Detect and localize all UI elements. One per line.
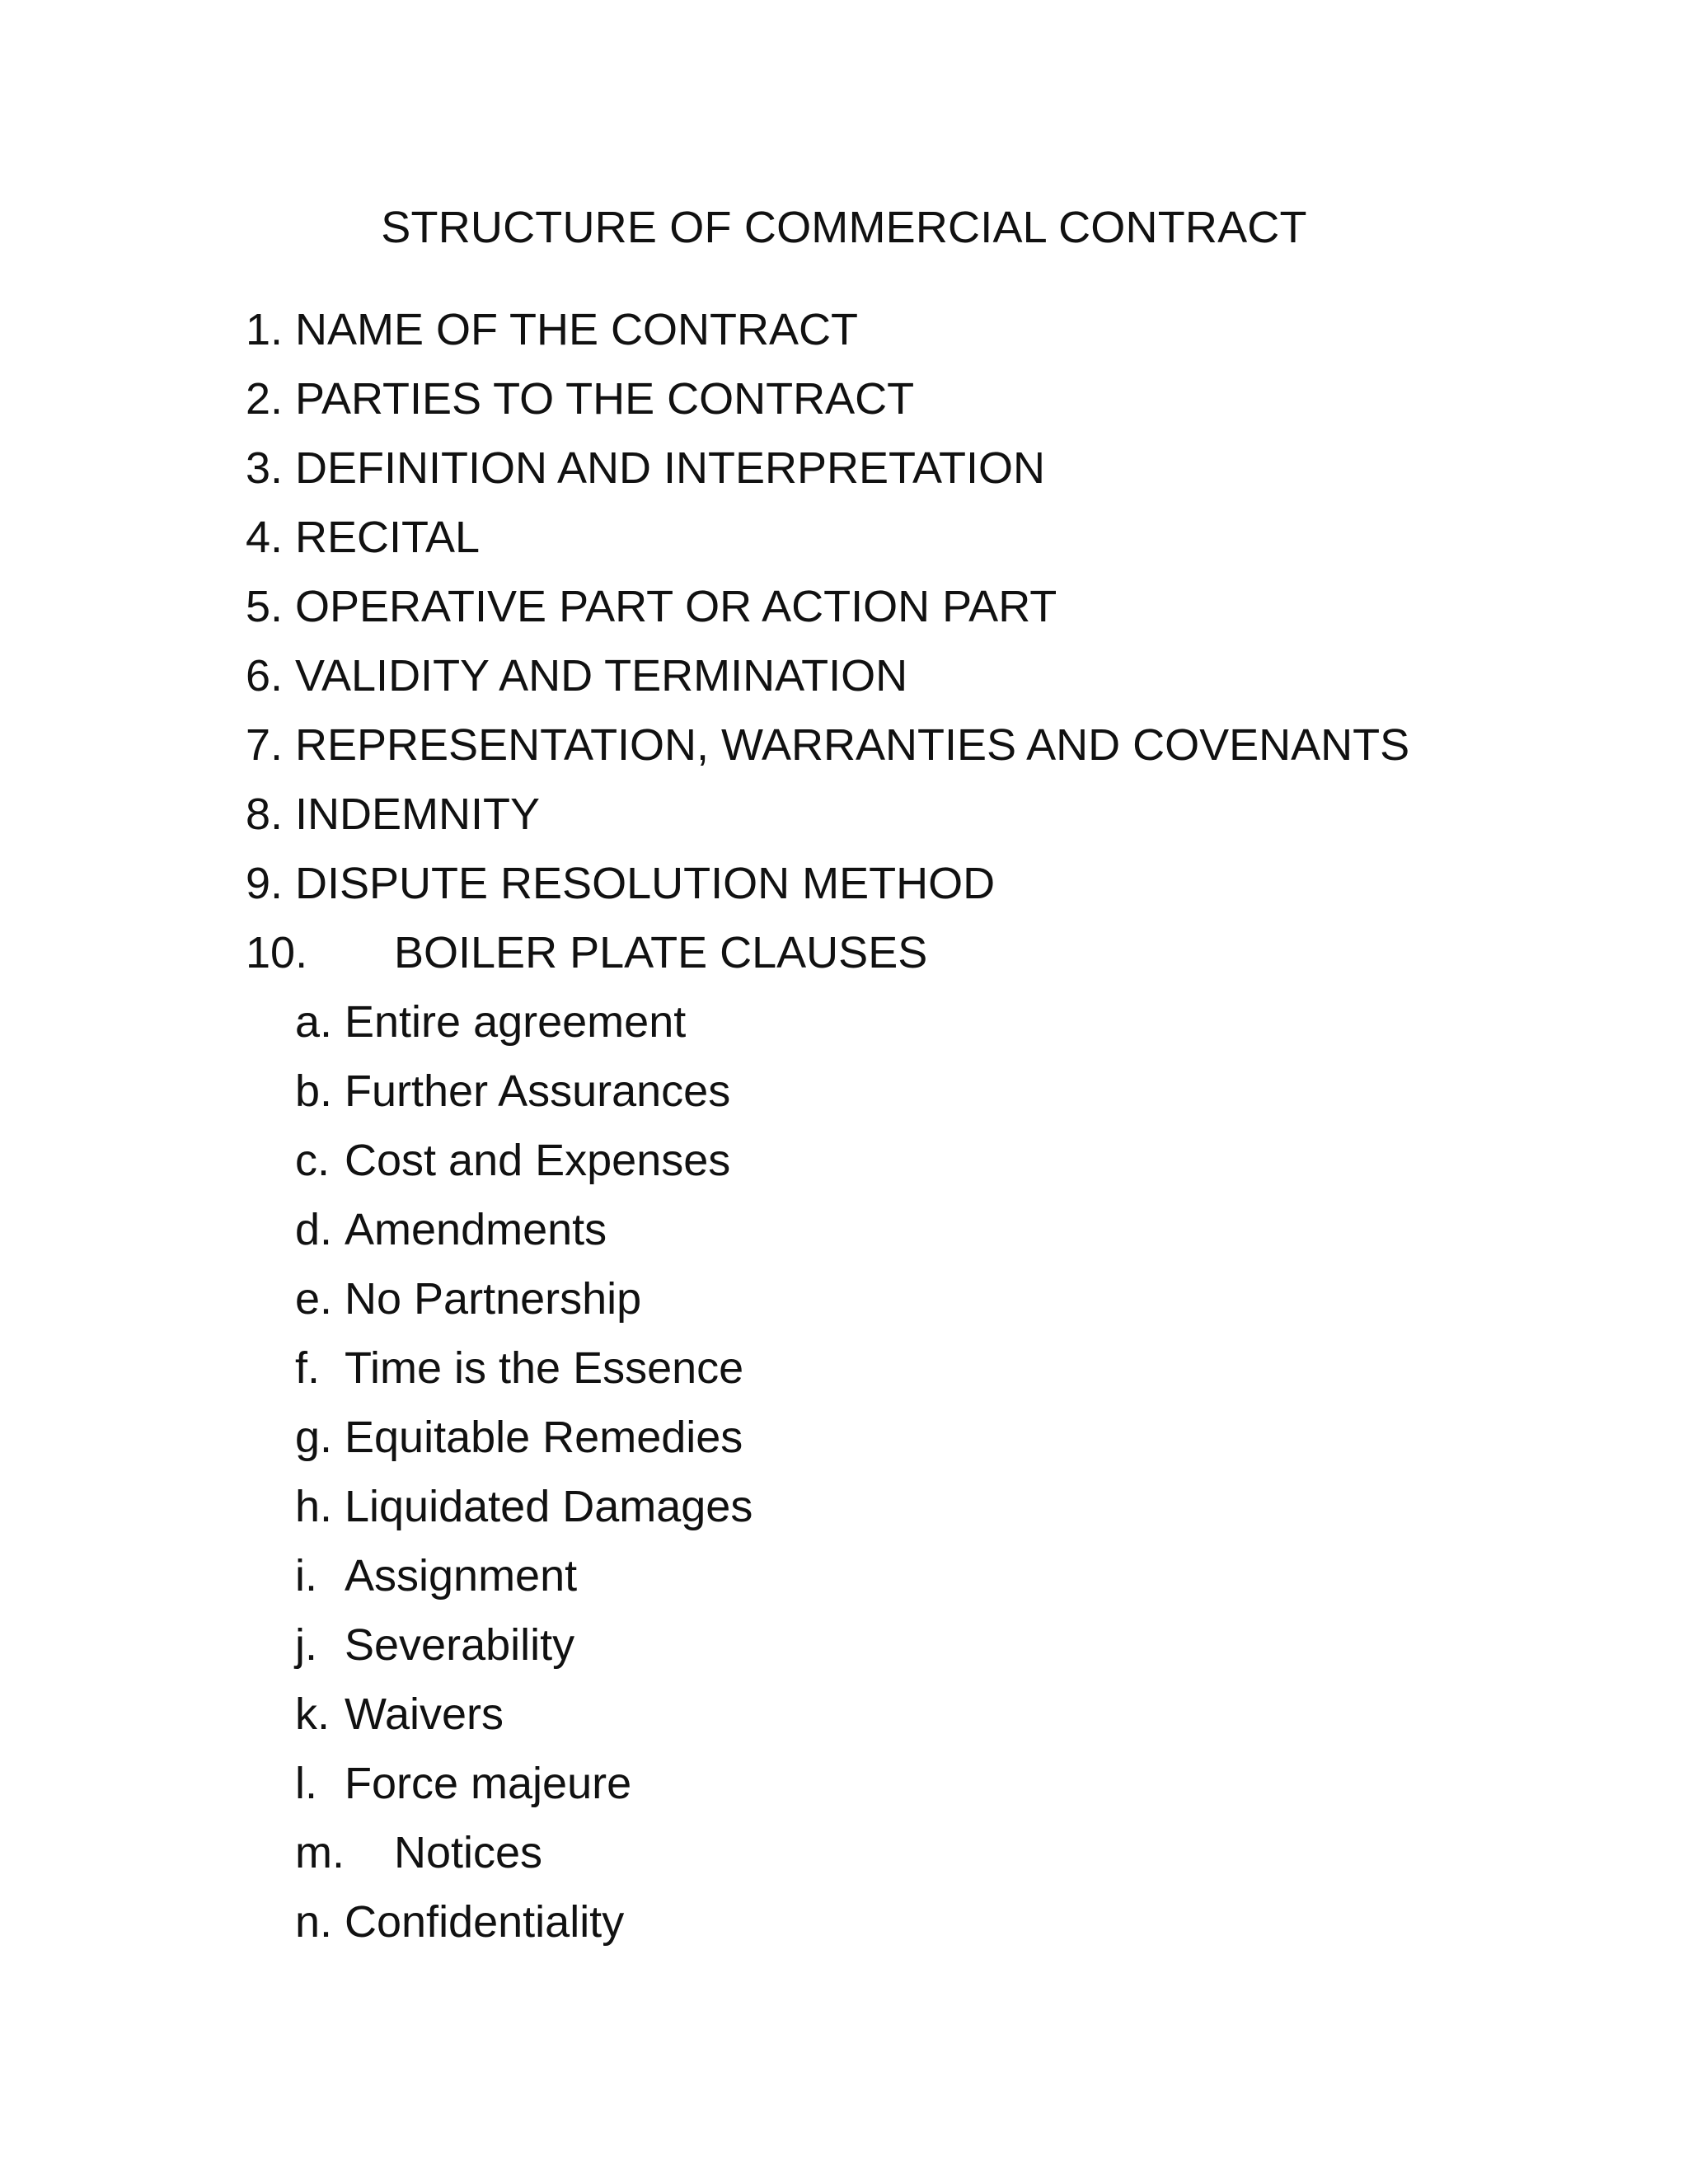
- item-number: 1.: [246, 305, 284, 354]
- sub-item-letter: h.: [295, 1482, 333, 1531]
- sub-item-letter: m.: [295, 1828, 345, 1877]
- sub-item-letter: b.: [295, 1066, 333, 1116]
- sub-item-letter: k.: [295, 1690, 331, 1739]
- sub-item-e: [295, 1264, 753, 1333]
- item-number: 10.: [246, 928, 308, 977]
- item-text: PARTIES TO THE CONTRACT: [295, 374, 915, 424]
- sub-item-letter: d.: [295, 1205, 333, 1254]
- item-text: BOILER PLATE CLAUSES: [394, 928, 928, 977]
- sub-list: [295, 987, 753, 1957]
- sub-item-text: Waivers: [345, 1690, 504, 1739]
- sub-item-letter: j.: [295, 1620, 317, 1670]
- sub-item-i: [295, 1541, 753, 1610]
- item-text: REPRESENTATION, WARRANTIES AND COVENANTS: [295, 720, 1410, 770]
- sub-item-text: Liquidated Damages: [345, 1482, 753, 1531]
- sub-item-l: [295, 1749, 753, 1818]
- sub-item-h: [295, 1472, 753, 1541]
- item-number: 5.: [246, 582, 284, 631]
- sub-item-text: No Partnership: [345, 1274, 642, 1324]
- document-title: STRUCTURE OF COMMERCIAL CONTRACT: [381, 203, 1307, 252]
- sub-item-text: Amendments: [345, 1205, 607, 1254]
- list-item-5: [246, 572, 1409, 641]
- item-number: 9.: [246, 859, 284, 908]
- list-item-4: [246, 503, 1409, 572]
- sub-item-text: Severability: [345, 1620, 575, 1670]
- list-item-1: [246, 295, 1409, 364]
- item-number: 2.: [246, 374, 284, 424]
- list-item-7: [246, 710, 1409, 780]
- sub-item-k: [295, 1680, 753, 1749]
- sub-item-text: Confidentiality: [345, 1897, 625, 1947]
- sub-item-b: [295, 1057, 753, 1126]
- item-text: NAME OF THE CONTRACT: [295, 305, 859, 354]
- sub-item-f: [295, 1333, 753, 1403]
- sub-item-m: [295, 1818, 753, 1887]
- list-item-10: [246, 918, 1409, 987]
- item-text: RECITAL: [295, 513, 481, 562]
- sub-item-letter: e.: [295, 1274, 333, 1324]
- item-text: OPERATIVE PART OR ACTION PART: [295, 582, 1057, 631]
- list-item-9: [246, 849, 1409, 918]
- main-list: [246, 295, 1409, 987]
- item-number: 3.: [246, 443, 284, 493]
- sub-item-text: Assignment: [345, 1551, 578, 1601]
- item-text: DEFINITION AND INTERPRETATION: [295, 443, 1046, 493]
- item-number: 8.: [246, 790, 284, 839]
- item-number: 4.: [246, 513, 284, 562]
- sub-item-text: Notices: [394, 1828, 543, 1877]
- sub-item-text: Entire agreement: [345, 997, 687, 1047]
- sub-item-c: [295, 1126, 753, 1195]
- sub-item-a: [295, 987, 753, 1057]
- sub-item-text: Equitable Remedies: [345, 1413, 743, 1462]
- sub-item-letter: g.: [295, 1413, 333, 1462]
- list-item-6: [246, 641, 1409, 710]
- list-item-8: [246, 780, 1409, 849]
- item-text: DISPUTE RESOLUTION METHOD: [295, 859, 996, 908]
- sub-item-d: [295, 1195, 753, 1264]
- list-item-3: [246, 434, 1409, 503]
- item-text: INDEMNITY: [295, 790, 540, 839]
- sub-item-letter: a.: [295, 997, 333, 1047]
- sub-item-letter: n.: [295, 1897, 333, 1947]
- sub-item-j: [295, 1610, 753, 1680]
- item-number: 6.: [246, 651, 284, 701]
- sub-item-text: Cost and Expenses: [345, 1136, 731, 1185]
- sub-item-letter: f.: [295, 1343, 321, 1393]
- item-text: VALIDITY AND TERMINATION: [295, 651, 908, 701]
- sub-item-text: Time is the Essence: [345, 1343, 744, 1393]
- sub-item-n: [295, 1887, 753, 1957]
- sub-item-letter: l.: [295, 1759, 317, 1808]
- item-number: 7.: [246, 720, 284, 770]
- sub-item-text: Force majeure: [345, 1759, 632, 1808]
- sub-item-letter: c.: [295, 1136, 331, 1185]
- list-item-2: [246, 364, 1409, 434]
- sub-item-text: Further Assurances: [345, 1066, 731, 1116]
- sub-item-letter: i.: [295, 1551, 317, 1601]
- sub-item-g: [295, 1403, 753, 1472]
